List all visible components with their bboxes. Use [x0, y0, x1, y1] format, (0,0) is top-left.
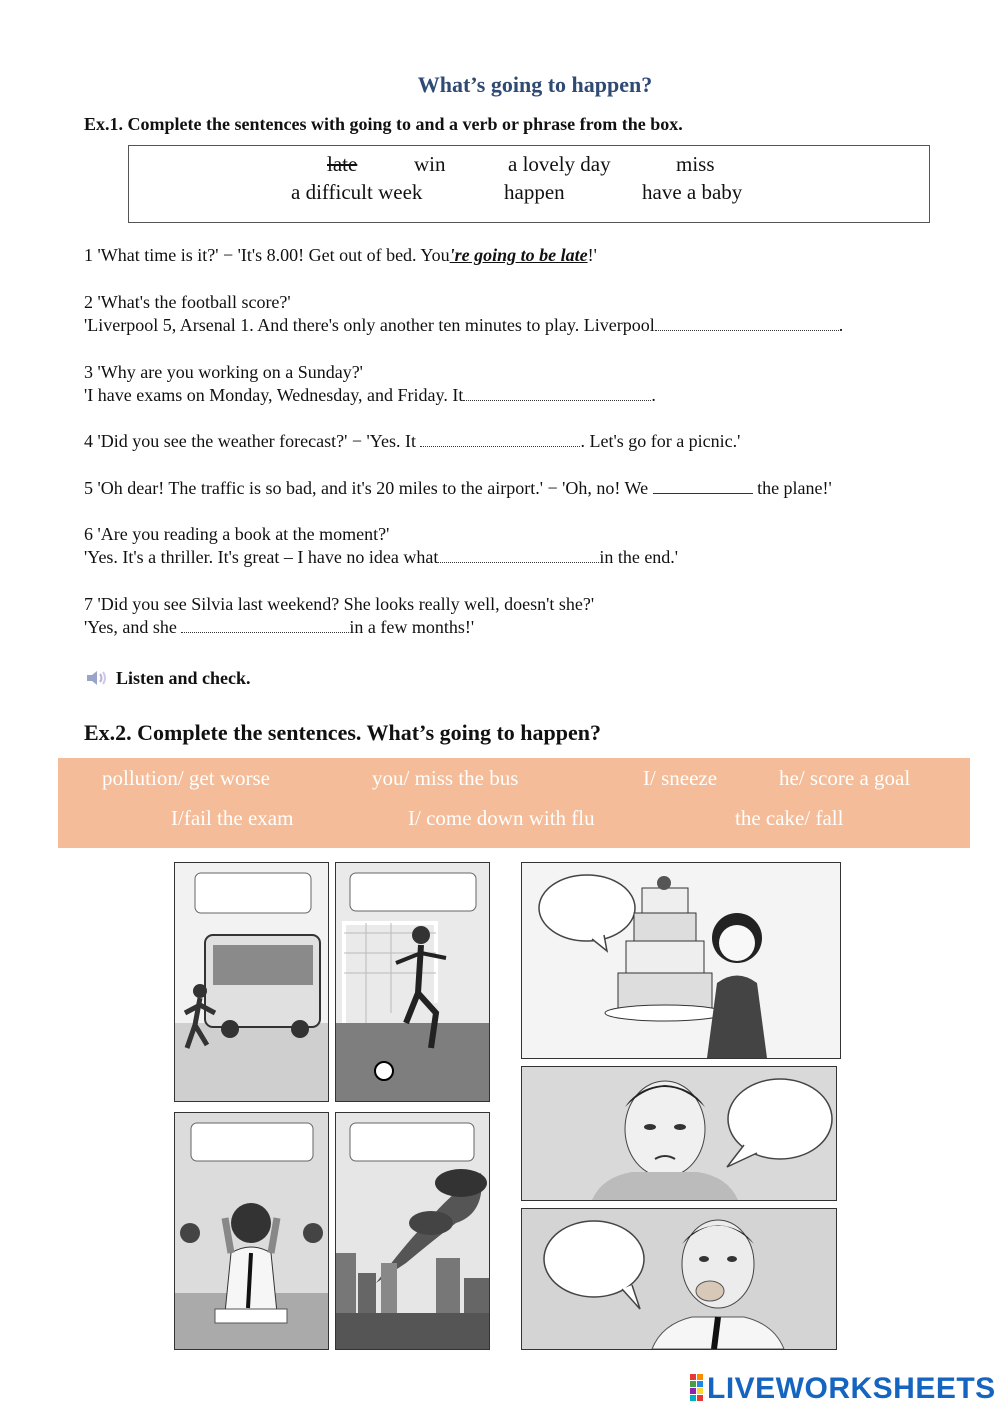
exercise-1-heading: Ex.1. Complete the sentences with going to and a verb or phrase from the box.: [84, 114, 683, 134]
liveworksheets-logo[interactable]: [690, 1372, 996, 1406]
answer-blank-2[interactable]: [655, 314, 839, 331]
logo-mark-icon: [690, 1374, 704, 1402]
word-box: [128, 145, 930, 223]
question-text: 7 'Did you see Silvia last weekend? She looks really well, doesn't she?': [84, 594, 595, 614]
answer-box: [191, 1123, 313, 1161]
phrase-band: [58, 758, 970, 848]
panel-sneeze: [521, 1208, 837, 1350]
football-illustration: [336, 863, 489, 1101]
answer-box: [195, 873, 311, 913]
question-text: 'Liverpool 5, Arsenal 1. And there's only another ten minutes to play. Liverpool: [84, 315, 655, 335]
exercise-2-heading: Ex.2. Complete the sentences. What’s going to happen?: [84, 720, 602, 745]
question-text: 2 'What's the football score?': [84, 292, 291, 312]
bus-illustration: [175, 863, 328, 1101]
speaker-icon[interactable]: [86, 670, 108, 686]
question-text: !': [587, 245, 597, 265]
question-1: [84, 244, 597, 267]
phrase-item: I/ come down with flu: [408, 806, 595, 830]
question-text: 5 'Oh dear! The traffic is so bad, and it's 20 miles to the airport.' − 'Oh, no! We: [84, 478, 653, 498]
answer-blank-4[interactable]: [420, 430, 580, 447]
word-box-item: miss: [676, 152, 715, 176]
panel-exam: [174, 1112, 329, 1350]
question-text: 6 'Are you reading a book at the moment?': [84, 524, 390, 544]
speech-bubble: [544, 1221, 644, 1297]
panel-football: [335, 862, 490, 1102]
panel-pollution: [335, 1112, 490, 1350]
question-6: [84, 523, 678, 569]
word-box-item: a lovely day: [508, 152, 611, 176]
pollution-illustration: [336, 1113, 489, 1349]
answer-box: [350, 1123, 474, 1161]
phrase-item: I/fail the exam: [171, 806, 294, 830]
question-text: 4 'Did you see the weather forecast?' − 'Yes. It: [84, 431, 421, 451]
answer-blank-3[interactable]: [463, 384, 651, 401]
question-5: [84, 477, 832, 500]
question-text: 1 'What time is it?' − 'It's 8.00! Get out of bed. You: [84, 245, 450, 265]
word-box-item: late: [327, 152, 358, 176]
speech-bubble: [539, 875, 635, 941]
question-text: 3 'Why are you working on a Sunday?': [84, 362, 363, 382]
question-4: [84, 430, 740, 453]
question-7: [84, 593, 594, 639]
question-text: .: [651, 385, 656, 405]
word-box-item: a difficult week: [291, 180, 423, 204]
answer-blank-5[interactable]: [653, 477, 753, 494]
logo-text: LIVEWORKSHEETS: [707, 1372, 996, 1405]
panel-bus: [174, 862, 329, 1102]
phrase-item: the cake/ fall: [735, 806, 844, 830]
sneeze-illustration: [522, 1209, 836, 1349]
question-text: in a few months!': [349, 617, 475, 637]
question-text: . Let's go for a picnic.': [580, 431, 741, 451]
phrase-item: he/ score a goal: [779, 766, 911, 790]
question-2: [84, 291, 843, 337]
cake-illustration: [522, 863, 840, 1058]
question-text: 'Yes, and she: [84, 617, 182, 637]
question-text: 'Yes. It's a thriller. It's great – I have no idea what: [84, 547, 439, 567]
listen-and-check[interactable]: [86, 668, 251, 689]
flu-illustration: [522, 1067, 836, 1200]
answer-blank-7[interactable]: [181, 616, 349, 633]
question-text: the plane!': [752, 478, 832, 498]
question-text: in the end.': [599, 547, 679, 567]
answer-blank-6[interactable]: [438, 546, 599, 563]
page-title: What’s going to happen?: [417, 72, 653, 97]
panel-cake: [521, 862, 841, 1059]
answer-box: [350, 873, 476, 911]
listen-label: Listen and check.: [116, 668, 251, 688]
phrase-item: pollution/ get worse: [102, 766, 270, 790]
question-text: 'I have exams on Monday, Wednesday, and Friday. It: [84, 385, 464, 405]
phrase-item: you/ miss the bus: [372, 766, 519, 790]
question-text: .: [838, 315, 844, 335]
word-box-item: have a baby: [642, 180, 743, 204]
example-answer: 're going to be late: [449, 245, 588, 265]
question-3: [84, 361, 656, 407]
panel-flu: [521, 1066, 837, 1201]
word-box-item: win: [414, 152, 446, 176]
word-box-item: happen: [504, 180, 565, 204]
phrase-item: I/ sneeze: [643, 766, 718, 790]
exam-illustration: [175, 1113, 328, 1349]
